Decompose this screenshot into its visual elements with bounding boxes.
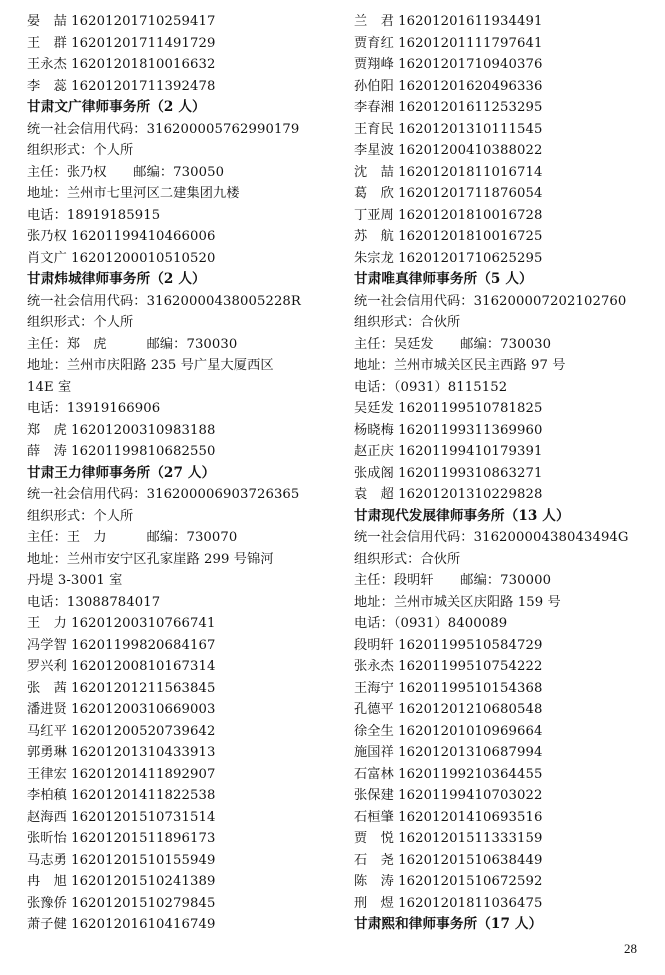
lawyer-entry: 罗兴利 16201200810167314 bbox=[27, 659, 216, 674]
firm-info-line: 组织形式：合伙所 bbox=[354, 551, 461, 567]
lawyer-entry: 段明轩 16201199510584729 bbox=[354, 637, 543, 653]
firm-info-line: 电话：13919166906 bbox=[27, 401, 161, 416]
firm-info-line: 主任：段明轩 邮编：730000 bbox=[354, 573, 552, 588]
lawyer-entry: 王海宁 16201199510154368 bbox=[354, 680, 543, 696]
lawyer-entry: 赵正庆 16201199410179391 bbox=[354, 444, 543, 459]
lawyer-entry: 李 蕊 16201201711392478 bbox=[27, 78, 216, 94]
lawyer-entry: 潘进贤 16201200310669003 bbox=[27, 702, 216, 717]
firm-info-line: 地址：兰州市庆阳路 235 号广星大厦西区 bbox=[27, 358, 274, 373]
lawyer-entry: 王律宏 16201201411892907 bbox=[27, 766, 216, 782]
lawyer-entry: 张昕怡 16201201511896173 bbox=[27, 831, 216, 846]
lawyer-entry: 吴廷发 16201199510781825 bbox=[354, 401, 543, 416]
lawyer-entry: 张永杰 16201199510754222 bbox=[354, 659, 543, 674]
firm-info-line: 地址：兰州市安宁区孔家崖路 299 号锦河 bbox=[27, 551, 274, 567]
firm-info-line: 电话：13088784017 bbox=[27, 594, 161, 610]
firm-info-line: 统一社会信用代码：316200007202102760 bbox=[354, 293, 627, 309]
firm-info-line: 电话：（0931）8115152 bbox=[354, 379, 508, 395]
lawyer-entry: 薛 涛 16201199810682550 bbox=[27, 444, 216, 459]
firm-info-line: 组织形式：个人所 bbox=[27, 315, 134, 330]
lawyer-entry: 刑 煜 16201201811036475 bbox=[354, 895, 543, 911]
lawyer-entry: 张 茜 16201201211563845 bbox=[27, 680, 216, 696]
firm-info-line: 统一社会信用代码：316200005762990179 bbox=[27, 121, 300, 137]
lawyer-entry: 马志勇 16201201510155949 bbox=[27, 852, 216, 868]
lawyer-entry: 贾 悦 16201201511333159 bbox=[354, 831, 543, 846]
lawyer-entry: 丁亚周 16201201810016728 bbox=[354, 207, 543, 223]
page-number: 28 bbox=[624, 941, 637, 956]
firm-heading: 甘肃王力律师事务所（27 人） bbox=[27, 464, 216, 481]
left-column bbox=[27, 11, 337, 936]
lawyer-entry: 晏 喆 16201201710259417 bbox=[27, 14, 216, 29]
lawyer-entry: 萧子健 16201201610416749 bbox=[27, 917, 216, 932]
lawyer-entry: 王 群 16201201711491729 bbox=[27, 35, 216, 51]
firm-info-line: 组织形式：合伙所 bbox=[354, 315, 461, 330]
firm-info-line: 统一社会信用代码：316200006903726365 bbox=[27, 487, 300, 502]
lawyer-entry: 苏 航 16201201810016725 bbox=[354, 229, 543, 244]
firm-info-line: 统一社会信用代码：31620000438043494G bbox=[354, 530, 629, 545]
lawyer-entry: 兰 君 16201201611934491 bbox=[354, 14, 543, 29]
lawyer-entry: 张保建 16201199410703022 bbox=[354, 788, 543, 803]
lawyer-entry: 贾翔峰 16201201710940376 bbox=[354, 57, 543, 72]
firm-info-line: 地址：兰州市城关区民主西路 97 号 bbox=[354, 358, 566, 373]
lawyer-entry: 孙伯阳 16201201620496336 bbox=[354, 78, 543, 94]
lawyer-entry: 沈 喆 16201201811016714 bbox=[354, 164, 543, 180]
firm-heading: 甘肃熙和律师事务所（17 人） bbox=[354, 916, 543, 932]
firm-info-line: 地址：兰州市城关区庆阳路 159 号 bbox=[354, 594, 561, 610]
firm-heading: 甘肃唯真律师事务所（5 人） bbox=[354, 271, 533, 287]
lawyer-entry: 徐全生 16201201010969664 bbox=[354, 723, 543, 739]
lawyer-entry: 朱宗龙 16201201710625295 bbox=[354, 250, 543, 266]
firm-info-line: 电话：18919185915 bbox=[27, 207, 161, 223]
lawyer-entry: 石富林 16201199210364455 bbox=[354, 766, 543, 782]
lawyer-entry: 袁 超 16201201310229828 bbox=[354, 487, 543, 502]
firm-info-line: 地址：兰州市七里河区二建集团九楼 bbox=[27, 186, 240, 201]
firm-info-line: 电话：（0931）8400089 bbox=[354, 616, 508, 631]
lawyer-entry: 王永杰 16201201810016632 bbox=[27, 57, 216, 72]
lawyer-entry: 葛 欣 16201201711876054 bbox=[354, 186, 543, 201]
lawyer-entry: 赵海西 16201201510731514 bbox=[27, 809, 216, 825]
firm-info-line: 丹堤 3-3001 室 bbox=[27, 573, 123, 588]
lawyer-entry: 陈 涛 16201201510672592 bbox=[354, 874, 543, 889]
lawyer-entry: 施国祥 16201201310687994 bbox=[354, 745, 543, 760]
lawyer-entry: 郭勇琳 16201201310433913 bbox=[27, 745, 216, 760]
lawyer-entry: 孔德平 16201201210680548 bbox=[354, 702, 543, 717]
firm-info-line: 主任：吴廷发 邮编：730030 bbox=[354, 336, 552, 352]
right-column bbox=[354, 11, 664, 936]
lawyer-entry: 石桓肇 16201201410693516 bbox=[354, 809, 543, 825]
lawyer-entry: 张成阁 16201199310863271 bbox=[354, 465, 543, 481]
firm-info-line: 主任：王 力 邮编：730070 bbox=[27, 530, 238, 545]
lawyer-entry: 冯学智 16201199820684167 bbox=[27, 637, 216, 653]
firm-heading: 甘肃现代发展律师事务所（13 人） bbox=[354, 507, 570, 524]
firm-info-line: 主任：张乃权 邮编：730050 bbox=[27, 164, 225, 180]
lawyer-entry: 李春湘 16201201611253295 bbox=[354, 100, 543, 115]
firm-info-line: 主任：郑 虎 邮编：730030 bbox=[27, 336, 238, 352]
firm-info-line: 统一社会信用代码：31620000438005228R bbox=[27, 293, 301, 309]
lawyer-entry: 冉 旭 16201201510241389 bbox=[27, 874, 216, 889]
firm-heading: 甘肃炜城律师事务所（2 人） bbox=[27, 271, 206, 287]
lawyer-entry: 马红平 16201200520739642 bbox=[27, 723, 216, 739]
firm-info-line: 组织形式：个人所 bbox=[27, 508, 134, 524]
firm-heading: 甘肃文广律师事务所（2 人） bbox=[27, 99, 206, 115]
lawyer-entry: 贾育红 16201201111797641 bbox=[354, 35, 543, 51]
lawyer-entry: 杨晓梅 16201199311369960 bbox=[354, 422, 543, 438]
lawyer-entry: 王 力 16201200310766741 bbox=[27, 616, 216, 631]
lawyer-entry: 张豫侨 16201201510279845 bbox=[27, 895, 216, 911]
firm-info-line: 组织形式：个人所 bbox=[27, 143, 134, 158]
lawyer-entry: 李柏稹 16201201411822538 bbox=[27, 788, 216, 803]
lawyer-entry: 石 尧 16201201510638449 bbox=[354, 852, 543, 868]
lawyer-entry: 郑 虎 16201200310983188 bbox=[27, 422, 216, 438]
lawyer-entry: 李星波 16201200410388022 bbox=[354, 143, 543, 158]
lawyer-entry: 王育民 16201201310111545 bbox=[354, 121, 543, 137]
lawyer-entry: 肖文广 16201200010510520 bbox=[27, 250, 216, 266]
lawyer-entry: 张乃权 16201199410466006 bbox=[27, 229, 216, 244]
firm-info-line: 14E 室 bbox=[27, 379, 72, 395]
